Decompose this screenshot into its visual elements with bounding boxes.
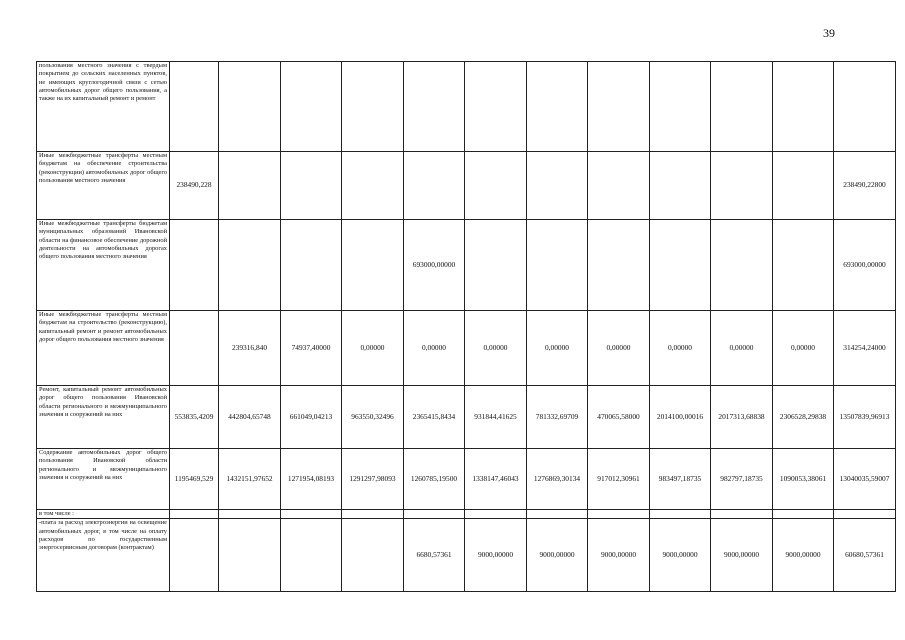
row-label: пользования местного значения с твердым покрытием до сельских населенных пунктов, не имеющих круглогодичной связи с сетью автомобильных дорог общего пользования, а также на их капитальный ремонт и ремонт xyxy=(37,62,170,152)
table-row xyxy=(37,62,896,152)
value-cell xyxy=(465,152,527,220)
value-cell xyxy=(281,510,342,519)
value-cell xyxy=(219,519,281,592)
value-cell xyxy=(219,62,281,152)
value-cell: 13507839,96913 xyxy=(834,386,896,449)
value-cell: 2017313,68838 xyxy=(711,386,773,449)
value-cell xyxy=(219,510,281,519)
value-cell: 9000,00000 xyxy=(465,519,527,592)
value-cell: 13040035,59007 xyxy=(834,449,896,510)
value-cell xyxy=(219,220,281,311)
value-cell: 238490,228 xyxy=(170,152,219,220)
budget-table xyxy=(36,61,896,592)
value-cell xyxy=(342,62,404,152)
value-cell: 239316,840 xyxy=(219,311,281,386)
table-row xyxy=(37,152,896,220)
value-cell: 9000,00000 xyxy=(527,519,588,592)
value-cell: 1195469,529 xyxy=(170,449,219,510)
value-cell xyxy=(281,220,342,311)
value-cell: 0,00000 xyxy=(465,311,527,386)
row-label: Ремонт, капитальный ремонт автомобильных дорог общего пользования Ивановской области регионального и межмуниципального значения и сооружений на них xyxy=(37,386,170,449)
value-cell xyxy=(404,510,465,519)
value-cell xyxy=(342,519,404,592)
value-cell: 693000,00000 xyxy=(404,220,465,311)
value-cell xyxy=(773,152,834,220)
row-label: Иные межбюджетные трансферты местным бюджетам на строительство (реконструкцию), капитальный ремонт и ремонт автомобильных дорог общего пользования местного значения xyxy=(37,311,170,386)
value-cell: 2306528,29838 xyxy=(773,386,834,449)
value-cell: 238490,22800 xyxy=(834,152,896,220)
value-cell xyxy=(219,152,281,220)
value-cell: 553835,4209 xyxy=(170,386,219,449)
value-cell: 0,00000 xyxy=(711,311,773,386)
value-cell: 470065,58000 xyxy=(588,386,650,449)
table-row xyxy=(37,449,896,510)
value-cell: 1090053,38061 xyxy=(773,449,834,510)
page-number: 39 xyxy=(823,26,835,40)
value-cell xyxy=(773,62,834,152)
value-cell xyxy=(170,519,219,592)
table-row xyxy=(37,519,896,592)
value-cell: 0,00000 xyxy=(527,311,588,386)
value-cell xyxy=(281,62,342,152)
value-cell xyxy=(170,311,219,386)
value-cell: 661049,04213 xyxy=(281,386,342,449)
value-cell: 0,00000 xyxy=(404,311,465,386)
table-row xyxy=(37,510,896,519)
value-cell xyxy=(342,152,404,220)
value-cell xyxy=(465,220,527,311)
value-cell: 9000,00000 xyxy=(588,519,650,592)
value-cell xyxy=(170,220,219,311)
value-cell xyxy=(281,519,342,592)
row-label: -плата за расход электроэнергии на освещение автомобильных дорог, в том числе на оплату расходов по государственным энергосервисным договорам (контрактам) xyxy=(37,519,170,592)
value-cell: 781332,69709 xyxy=(527,386,588,449)
value-cell: 0,00000 xyxy=(342,311,404,386)
value-cell xyxy=(527,220,588,311)
value-cell: 0,00000 xyxy=(588,311,650,386)
value-cell xyxy=(711,510,773,519)
value-cell xyxy=(773,510,834,519)
table-row xyxy=(37,311,896,386)
value-cell: 1276869,30134 xyxy=(527,449,588,510)
value-cell: 74937,40000 xyxy=(281,311,342,386)
value-cell xyxy=(711,152,773,220)
value-cell xyxy=(711,62,773,152)
value-cell: 983497,18735 xyxy=(650,449,711,510)
row-label: Содержание автомобильных дорог общего пользования Ивановской области регионального и межмуниципального значения и сооружений на них xyxy=(37,449,170,510)
value-cell xyxy=(281,152,342,220)
value-cell: 963550,32496 xyxy=(342,386,404,449)
value-cell: 6680,57361 xyxy=(404,519,465,592)
row-label: в том числе : xyxy=(37,510,170,519)
value-cell xyxy=(527,510,588,519)
row-label: Иные межбюджетные трансферты местным бюджетам на обеспечение строительства (реконструкции) автомобильных дорог общего пользования местного значения xyxy=(37,152,170,220)
value-cell: 931844,41625 xyxy=(465,386,527,449)
value-cell: 1271954,08193 xyxy=(281,449,342,510)
value-cell xyxy=(465,510,527,519)
value-cell: 1291297,98093 xyxy=(342,449,404,510)
value-cell: 9000,00000 xyxy=(773,519,834,592)
value-cell: 982797,18735 xyxy=(711,449,773,510)
value-cell: 917012,30961 xyxy=(588,449,650,510)
value-cell: 9000,00000 xyxy=(711,519,773,592)
value-cell xyxy=(527,62,588,152)
value-cell: 60680,57361 xyxy=(834,519,896,592)
value-cell xyxy=(588,220,650,311)
value-cell xyxy=(527,152,588,220)
value-cell xyxy=(711,220,773,311)
value-cell xyxy=(170,510,219,519)
value-cell xyxy=(650,510,711,519)
value-cell: 1260785,19500 xyxy=(404,449,465,510)
value-cell xyxy=(465,62,527,152)
value-cell xyxy=(342,510,404,519)
value-cell xyxy=(404,152,465,220)
value-cell xyxy=(650,152,711,220)
value-cell xyxy=(588,510,650,519)
value-cell: 1338147,46043 xyxy=(465,449,527,510)
value-cell: 0,00000 xyxy=(650,311,711,386)
value-cell xyxy=(834,62,896,152)
value-cell: 2014100,00016 xyxy=(650,386,711,449)
value-cell xyxy=(170,62,219,152)
value-cell: 0,00000 xyxy=(773,311,834,386)
value-cell: 1432151,97652 xyxy=(219,449,281,510)
value-cell xyxy=(588,62,650,152)
table-row xyxy=(37,220,896,311)
value-cell: 2365415,8434 xyxy=(404,386,465,449)
value-cell: 314254,24000 xyxy=(834,311,896,386)
value-cell: 693000,00000 xyxy=(834,220,896,311)
value-cell xyxy=(650,62,711,152)
value-cell xyxy=(834,510,896,519)
value-cell xyxy=(404,62,465,152)
value-cell: 9000,00000 xyxy=(650,519,711,592)
value-cell xyxy=(650,220,711,311)
value-cell xyxy=(773,220,834,311)
value-cell xyxy=(588,152,650,220)
table-row xyxy=(37,386,896,449)
value-cell xyxy=(342,220,404,311)
row-label: Иные межбюджетные трансферты бюджетам муниципальных образований Ивановской области на финансовое обеспечение дорожной деятельности на автомобильных дорогах общего пользования местного значения xyxy=(37,220,170,311)
value-cell: 442804,65748 xyxy=(219,386,281,449)
